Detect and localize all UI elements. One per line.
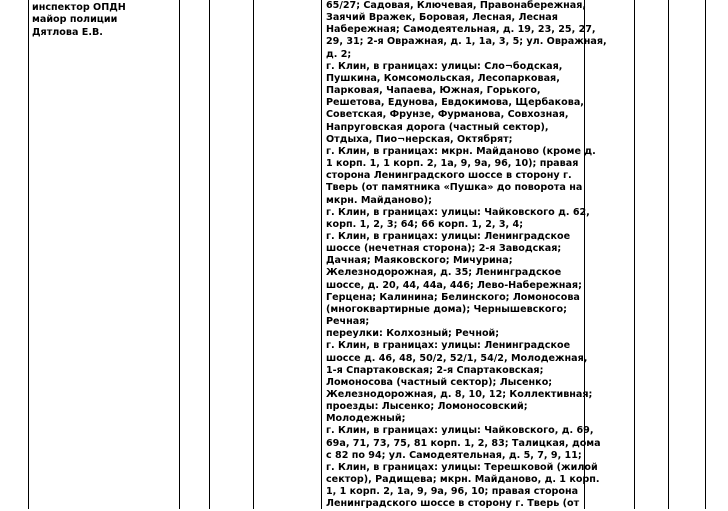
address-line: шоссе, д. 20, 44, 44а, 446; Лево-Набережная; bbox=[326, 279, 582, 291]
address-line: Ломоносова (частный сектор); Лысенко; bbox=[326, 376, 553, 388]
address-line: 1 корп. 1, 1 корп. 2, 1а, 9, 9а, 96, 10); правая bbox=[326, 158, 579, 170]
officer-cell bbox=[32, 2, 174, 39]
officer-name: Дятлова Е.В. bbox=[32, 26, 103, 38]
address-line: Напруговская дорога (частный сектор), bbox=[326, 121, 549, 133]
address-line: Советская, Фрунзе, Фурманова, Совхозная, bbox=[326, 109, 569, 121]
address-line: 69а, 71, 73, 75, 81 корп. 1, 2, 83; Талицкая, дома bbox=[326, 437, 601, 449]
address-line: г. Клин, в границах: улицы: Чайковского, д. 69, bbox=[326, 425, 594, 437]
address-line: шоссе (нечетная сторона); 2-я Заводская; bbox=[326, 243, 562, 255]
column-divider bbox=[321, 0, 322, 509]
address-line: 1, 1 корп. 2, 1а, 9, 9а, 96, 10; правая сторона bbox=[326, 486, 579, 498]
address-line: г. Клин, в границах: улицы: Сло¬бодская, bbox=[326, 60, 563, 72]
address-line: сторона Ленинградского шоссе в сторону г. bbox=[326, 170, 572, 182]
address-line: Тверь (от памятника «Пушка» до поворота на bbox=[326, 182, 583, 194]
address-line: д. 2; bbox=[326, 48, 352, 60]
column-divider bbox=[634, 0, 635, 509]
address-line: г. Клин, в границах: улицы: Ленинградское bbox=[326, 340, 571, 352]
address-line: Железнодорожная, д. 8, 10, 12; Коллективная; bbox=[326, 389, 593, 400]
address-line: Заячий Вражек, Боровая, Лесная, Лесная bbox=[326, 12, 558, 24]
address-line: г. Клин, в границах: улицы: Чайковского д. 62, bbox=[326, 206, 590, 218]
address-line: Отдыха, Пио¬нерская, Октябрят; bbox=[326, 133, 513, 145]
address-line: Молодежный; bbox=[326, 413, 406, 425]
column-divider bbox=[705, 0, 706, 509]
address-line: Ленинградского шоссе в сторону г. Тверь (от bbox=[326, 498, 580, 510]
address-line: г. Клин, в границах: мкрн. Майданово (кроме д. bbox=[326, 145, 596, 157]
officer-rank: майор полиции bbox=[32, 14, 118, 26]
address-line: Дачная; Маяковского; Мичурина; bbox=[326, 255, 513, 267]
address-line: корп. 1, 2, 3; 64; 66 корп. 1, 2, 3, 4; bbox=[326, 218, 524, 230]
address-line: Решетова, Едунова, Евдокимова, Щербакова, bbox=[326, 97, 584, 109]
address-line: переулки: Колхозный; Речной; bbox=[326, 328, 500, 340]
address-line: г. Клин, в границах: улицы: Терешковой (жилой bbox=[326, 461, 598, 473]
address-line: Пушкина, Комсомольская, Лесопарковая, bbox=[326, 72, 560, 84]
column-divider bbox=[28, 0, 29, 509]
address-cell bbox=[326, 0, 607, 511]
address-line: с 82 по 94; ул. Самодеятельная, д. 5, 7, 9, 11; bbox=[326, 449, 582, 461]
address-line: шоссе д. 46, 48, 50/2, 52/1, 54/2, Молодежная, bbox=[326, 352, 588, 364]
address-line: Набережная; Самодеятельная, д. 19, 23, 25, 27, bbox=[326, 24, 596, 36]
address-line: г. Клин, в границах: улицы: Ленинградское bbox=[326, 230, 571, 242]
address-line: 29, 31; 2-я Овражная, д. 1, 1а, 3, 5; ул. Овражная, bbox=[326, 36, 607, 48]
officer-position: инспектор ОПДН bbox=[32, 2, 126, 13]
address-line: 1-я Спартаковская; 2-я Спартаковская; bbox=[326, 364, 544, 376]
address-line: Речная; bbox=[326, 316, 370, 328]
address-line: Железнодорожная, д. 35; Ленинградское bbox=[326, 267, 562, 279]
column-divider bbox=[253, 0, 254, 509]
address-line: сектор), Радищева; мкрн. Майданово, д. 1 корп. bbox=[326, 474, 600, 486]
address-line: (многоквартирные дома); Чернышевского; bbox=[326, 303, 567, 315]
address-line: 65/27; Садовая, Ключевая, Правонабережная, bbox=[326, 0, 587, 11]
address-line: мкрн. Майданово); bbox=[326, 194, 432, 206]
column-divider bbox=[209, 0, 210, 509]
column-divider bbox=[668, 0, 669, 509]
address-line: Парковая, Чапаева, Южная, Горького, bbox=[326, 85, 541, 97]
column-divider bbox=[179, 0, 180, 509]
address-line: Герцена; Калинина; Белинского; Ломоносова bbox=[326, 291, 580, 303]
address-line: проезды: Лысенко; Ломоносовский; bbox=[326, 401, 528, 413]
